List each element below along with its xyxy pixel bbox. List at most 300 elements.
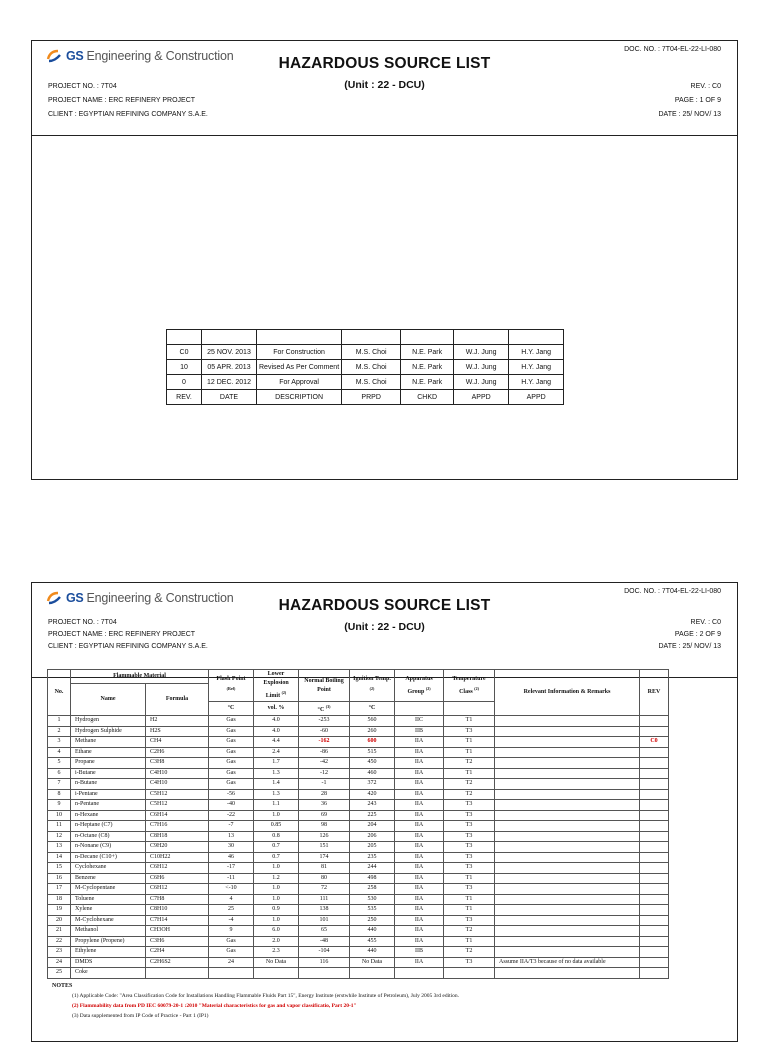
table-cell: 455 xyxy=(350,936,395,947)
table-cell: IIA xyxy=(395,863,444,874)
table-row xyxy=(48,905,669,916)
table-cell: 530 xyxy=(350,894,395,905)
table-cell: T3 xyxy=(444,842,495,853)
table-cell: -86 xyxy=(299,747,350,758)
table-row xyxy=(167,375,564,390)
table-cell: IIA xyxy=(395,957,444,968)
page-title: HAZARDOUS SOURCE LIST xyxy=(278,597,491,614)
table-cell: 72 xyxy=(299,884,350,895)
notes-section xyxy=(52,983,459,1023)
table-row xyxy=(167,345,564,360)
table-cell: 5 xyxy=(48,758,71,769)
table-cell: C2H6S2 xyxy=(146,957,209,968)
table-cell: 126 xyxy=(299,831,350,842)
table-cell: DESCRIPTION xyxy=(257,390,342,405)
table-cell: M.S. Choi xyxy=(342,345,401,360)
table-cell: 515 xyxy=(350,747,395,758)
table-cell xyxy=(495,831,640,842)
table-cell: IIA xyxy=(395,842,444,853)
table-cell: 138 xyxy=(299,905,350,916)
table-cell: 1.0 xyxy=(254,810,299,821)
table-cell: REV. xyxy=(167,390,202,405)
table-cell: 535 xyxy=(350,905,395,916)
col-ign: Ignition Temp. $^{(2)}$ xyxy=(350,670,395,702)
table-cell xyxy=(444,968,495,979)
table-cell xyxy=(640,779,669,790)
table-cell: M-Cyclopentane xyxy=(71,884,146,895)
revision: REV. : C0 xyxy=(690,619,721,626)
table-cell: 0.7 xyxy=(254,852,299,863)
table-cell: 4 xyxy=(48,747,71,758)
table-cell xyxy=(495,842,640,853)
table-row xyxy=(48,779,669,790)
table-cell: T1 xyxy=(444,905,495,916)
table-cell: T3 xyxy=(444,863,495,874)
table-cell xyxy=(640,831,669,842)
page-title: HAZARDOUS SOURCE LIST xyxy=(278,55,491,72)
table-cell: 1.0 xyxy=(254,863,299,874)
table-cell: CH3OH xyxy=(146,926,209,937)
table-cell: T1 xyxy=(444,747,495,758)
table-cell: Revised As Per Comment xyxy=(257,360,342,375)
table-cell xyxy=(495,863,640,874)
table-cell xyxy=(495,915,640,926)
table-cell: CH4 xyxy=(146,737,209,748)
table-cell: 11 xyxy=(48,821,71,832)
table-cell: 2.3 xyxy=(254,947,299,958)
table-row xyxy=(48,716,669,727)
table-cell: -12 xyxy=(299,768,350,779)
table-cell: Toluene xyxy=(71,894,146,905)
table-cell: 440 xyxy=(350,947,395,958)
table-cell: IIC xyxy=(395,716,444,727)
table-cell xyxy=(640,968,669,979)
table-cell: 21 xyxy=(48,926,71,937)
table-cell: IIA xyxy=(395,789,444,800)
table-cell: 460 xyxy=(350,768,395,779)
table-cell: 80 xyxy=(299,873,350,884)
table-cell: 3 xyxy=(48,737,71,748)
table-cell: 16 xyxy=(48,873,71,884)
project-name: PROJECT NAME : ERC REFINERY PROJECT xyxy=(48,97,196,104)
project-no: PROJECT NO. : 7T04 xyxy=(48,83,117,90)
table-cell: T1 xyxy=(444,716,495,727)
table-cell: Gas xyxy=(209,758,254,769)
table-cell: C3H8 xyxy=(146,758,209,769)
table-cell: IIA xyxy=(395,873,444,884)
table-cell: IIA xyxy=(395,894,444,905)
table-cell: T3 xyxy=(444,726,495,737)
table-cell xyxy=(495,768,640,779)
table-cell xyxy=(495,758,640,769)
table-cell: 15 xyxy=(48,863,71,874)
page-number: PAGE : 1 OF 9 xyxy=(674,97,721,104)
table-cell xyxy=(640,716,669,727)
table-row xyxy=(48,747,669,758)
table-cell xyxy=(495,737,640,748)
table-cell: 25 xyxy=(48,968,71,979)
table-cell: n-Octane (C8) xyxy=(71,831,146,842)
date: DATE : 25/ NOV/ 13 xyxy=(658,111,721,118)
table-cell: C6H6 xyxy=(146,873,209,884)
table-row xyxy=(167,360,564,375)
table-cell: 225 xyxy=(350,810,395,821)
table-row xyxy=(48,947,669,958)
table-cell xyxy=(495,926,640,937)
table-cell: i-Butane xyxy=(71,768,146,779)
page-header xyxy=(32,41,737,136)
table-cell: Hydrogen Sulphide xyxy=(71,726,146,737)
table-cell: 18 xyxy=(48,894,71,905)
table-cell: 1.7 xyxy=(254,758,299,769)
table-cell: 0 xyxy=(167,375,202,390)
table-cell: IIB xyxy=(395,726,444,737)
note-2: (2) Flammability data from PD IEC 60079-20-1 :2010 "Material characteristics for gas and vapor classificatio, Part 20-1" xyxy=(72,1003,357,1009)
page-number: PAGE : 2 OF 9 xyxy=(674,631,721,638)
table-cell: T3 xyxy=(444,810,495,821)
table-row xyxy=(48,926,669,937)
table-cell: n-Nonane (C9) xyxy=(71,842,146,853)
table-cell: 1.0 xyxy=(254,884,299,895)
table-cell: 05 APR. 2013 xyxy=(202,360,257,375)
col-flash: Flash Point $^{(Ref)}$ xyxy=(209,670,254,702)
table-cell: 7 xyxy=(48,779,71,790)
hazardous-source-table xyxy=(47,669,669,979)
table-cell xyxy=(495,726,640,737)
table-cell: i-Pentane xyxy=(71,789,146,800)
table-cell: C10H22 xyxy=(146,852,209,863)
table-cell: 4 xyxy=(209,894,254,905)
table-cell: 4.0 xyxy=(254,726,299,737)
table-row xyxy=(48,810,669,821)
table-cell: -1 xyxy=(299,779,350,790)
col-remarks: Relevant Information & Remarks xyxy=(495,670,640,716)
table-cell: T2 xyxy=(444,947,495,958)
table-cell: 12 xyxy=(48,831,71,842)
date: DATE : 25/ NOV/ 13 xyxy=(658,643,721,650)
table-cell: 2 xyxy=(48,726,71,737)
project-name: PROJECT NAME : ERC REFINERY PROJECT xyxy=(48,631,196,638)
table-cell: 440 xyxy=(350,926,395,937)
table-header-row: °C vol. % °C $^{(3)}$ °C xyxy=(48,702,669,716)
table-row xyxy=(48,884,669,895)
table-cell: Propylene (Propene) xyxy=(71,936,146,947)
table-cell: C0 xyxy=(640,737,669,748)
table-row xyxy=(48,758,669,769)
table-cell xyxy=(640,852,669,863)
table-cell: <-10 xyxy=(209,884,254,895)
table-cell: Gas xyxy=(209,726,254,737)
table-cell: 20 xyxy=(48,915,71,926)
table-cell: -42 xyxy=(299,758,350,769)
table-cell: H2S xyxy=(146,726,209,737)
table-cell: Gas xyxy=(209,737,254,748)
table-cell xyxy=(495,884,640,895)
col-material: Flammable Material xyxy=(71,670,209,684)
table-cell: 2.4 xyxy=(254,747,299,758)
table-cell: 1.0 xyxy=(254,915,299,926)
table-cell: H2 xyxy=(146,716,209,727)
table-cell: IIA xyxy=(395,768,444,779)
table-cell: Methanol xyxy=(71,926,146,937)
table-cell: T3 xyxy=(444,915,495,926)
table-cell xyxy=(640,863,669,874)
table-cell xyxy=(640,842,669,853)
table-cell: IIA xyxy=(395,800,444,811)
table-cell: -4 xyxy=(209,915,254,926)
notes-heading: NOTES xyxy=(52,983,73,989)
col-formula: Formula xyxy=(146,684,209,716)
table-cell: H.Y. Jang xyxy=(509,360,564,375)
table-cell: 81 xyxy=(299,863,350,874)
table-cell: 250 xyxy=(350,915,395,926)
table-cell xyxy=(640,873,669,884)
table-cell: 14 xyxy=(48,852,71,863)
table-cell: 22 xyxy=(48,936,71,947)
table-cell: 28 xyxy=(299,789,350,800)
table-row xyxy=(48,726,669,737)
table-cell: -253 xyxy=(299,716,350,727)
client: CLIENT : EGYPTIAN REFINING COMPANY S.A.E. xyxy=(48,643,208,650)
table-header-row xyxy=(48,670,669,684)
table-row xyxy=(48,915,669,926)
table-cell xyxy=(495,947,640,958)
table-cell: IIA xyxy=(395,821,444,832)
table-cell: 36 xyxy=(299,800,350,811)
table-cell: 6 xyxy=(48,768,71,779)
table-cell xyxy=(495,936,640,947)
table-cell xyxy=(350,968,395,979)
table-cell: 235 xyxy=(350,852,395,863)
table-row xyxy=(167,390,564,405)
table-cell: 206 xyxy=(350,831,395,842)
table-cell: -60 xyxy=(299,726,350,737)
table-cell: Coke xyxy=(71,968,146,979)
table-cell: 205 xyxy=(350,842,395,853)
table-cell: 0.85 xyxy=(254,821,299,832)
table-cell xyxy=(640,905,669,916)
table-cell xyxy=(495,905,640,916)
table-cell xyxy=(640,747,669,758)
table-cell xyxy=(495,800,640,811)
table-cell: C5H12 xyxy=(146,800,209,811)
table-cell: For Approval xyxy=(257,375,342,390)
table-cell: 23 xyxy=(48,947,71,958)
table-cell: IIA xyxy=(395,852,444,863)
table-cell: IIA xyxy=(395,747,444,758)
table-cell: 260 xyxy=(350,726,395,737)
table-cell: 6.0 xyxy=(254,926,299,937)
table-cell: T3 xyxy=(444,852,495,863)
table-row xyxy=(48,842,669,853)
table-cell: -56 xyxy=(209,789,254,800)
table-cell: IIB xyxy=(395,947,444,958)
table-cell: C5H12 xyxy=(146,789,209,800)
table-row xyxy=(48,852,669,863)
table-cell: -104 xyxy=(299,947,350,958)
table-cell: DATE xyxy=(202,390,257,405)
table-cell: 65 xyxy=(299,926,350,937)
table-cell: C4H10 xyxy=(146,779,209,790)
table-cell xyxy=(395,968,444,979)
table-cell: T2 xyxy=(444,789,495,800)
table-cell xyxy=(640,894,669,905)
table-cell: M-Cyclohexane xyxy=(71,915,146,926)
table-cell xyxy=(495,779,640,790)
table-cell: Propane xyxy=(71,758,146,769)
table-cell xyxy=(640,957,669,968)
table-cell: T3 xyxy=(444,831,495,842)
table-cell: W.J. Jung xyxy=(454,375,509,390)
table-cell: M.S. Choi xyxy=(342,360,401,375)
table-cell xyxy=(495,894,640,905)
table-cell: Xylene xyxy=(71,905,146,916)
table-cell xyxy=(640,884,669,895)
table-cell: T2 xyxy=(444,926,495,937)
table-cell: IIA xyxy=(395,884,444,895)
table-cell: N.E. Park xyxy=(401,375,454,390)
table-cell: T1 xyxy=(444,768,495,779)
page-header xyxy=(32,583,737,678)
table-cell: PRPD xyxy=(342,390,401,405)
table-cell: 450 xyxy=(350,758,395,769)
table-cell: 0.8 xyxy=(254,831,299,842)
table-cell: IIA xyxy=(395,810,444,821)
table-cell: IIA xyxy=(395,905,444,916)
table-cell: C6H14 xyxy=(146,810,209,821)
table-cell: Gas xyxy=(209,947,254,958)
document-page-2 xyxy=(31,582,738,1042)
unit-label: (Unit : 22 - DCU) xyxy=(344,79,425,91)
table-row xyxy=(48,894,669,905)
table-cell xyxy=(209,968,254,979)
table-row xyxy=(48,936,669,947)
note-1: (1) Applicable Code: "Area Classification Code for Installations Handling Flammable Fluids Part 15", Energy Institute (erstwhile Institute of Petroleum), July 2005 3rd edition. xyxy=(72,993,460,999)
table-cell: 101 xyxy=(299,915,350,926)
table-cell: 2.0 xyxy=(254,936,299,947)
col-lel: Lower Explosion Limit $^{(2)}$ xyxy=(254,670,299,702)
table-cell: n-Pentane xyxy=(71,800,146,811)
table-cell xyxy=(495,852,640,863)
table-cell: 9 xyxy=(48,800,71,811)
table-cell: T1 xyxy=(444,737,495,748)
table-cell: APPD xyxy=(509,390,564,405)
table-cell: H.Y. Jang xyxy=(509,375,564,390)
col-no: No. xyxy=(48,670,71,716)
col-class: Temperature Class $^{(2)}$ xyxy=(444,670,495,702)
table-cell: 30 xyxy=(209,842,254,853)
table-cell: APPD xyxy=(454,390,509,405)
table-cell xyxy=(495,789,640,800)
table-cell: 151 xyxy=(299,842,350,853)
table-cell: 10 xyxy=(48,810,71,821)
table-cell xyxy=(640,726,669,737)
table-cell: 4.4 xyxy=(254,737,299,748)
table-cell: 12 DEC. 2012 xyxy=(202,375,257,390)
table-cell xyxy=(495,716,640,727)
table-cell: C2H6 xyxy=(146,747,209,758)
table-cell: 1.1 xyxy=(254,800,299,811)
table-cell: N.E. Park xyxy=(401,360,454,375)
table-cell: 243 xyxy=(350,800,395,811)
table-cell: 600 xyxy=(350,737,395,748)
table-cell: n-Butane xyxy=(71,779,146,790)
company-logo: GS Engineering & Construction xyxy=(46,590,233,606)
table-cell: 25 xyxy=(209,905,254,916)
table-cell: CHKD xyxy=(401,390,454,405)
note-3: (3) Data supplemented from IP Code of Practice - Part 1 (IP1) xyxy=(72,1013,209,1019)
table-cell: T2 xyxy=(444,779,495,790)
table-cell: IIA xyxy=(395,915,444,926)
table-row xyxy=(48,863,669,874)
table-cell: W.J. Jung xyxy=(454,345,509,360)
table-cell: N.E. Park xyxy=(401,345,454,360)
table-cell xyxy=(640,821,669,832)
table-cell: -22 xyxy=(209,810,254,821)
document-page-1 xyxy=(31,40,738,480)
table-cell: Benzene xyxy=(71,873,146,884)
table-row xyxy=(48,957,669,968)
table-cell: T3 xyxy=(444,800,495,811)
table-cell: 9 xyxy=(209,926,254,937)
table-cell: 69 xyxy=(299,810,350,821)
table-cell: IIA xyxy=(395,737,444,748)
table-cell: 24 xyxy=(209,957,254,968)
table-cell xyxy=(640,810,669,821)
col-rev: REV xyxy=(640,670,669,716)
table-cell: 17 xyxy=(48,884,71,895)
table-cell: H.Y. Jang xyxy=(509,345,564,360)
table-cell xyxy=(146,968,209,979)
table-cell xyxy=(640,800,669,811)
table-row xyxy=(48,968,669,979)
table-row xyxy=(48,831,669,842)
table-cell xyxy=(495,821,640,832)
table-cell xyxy=(495,810,640,821)
table-cell xyxy=(640,758,669,769)
table-cell: C6H12 xyxy=(146,863,209,874)
table-cell: 204 xyxy=(350,821,395,832)
table-cell: n-Decane (C10+) xyxy=(71,852,146,863)
table-cell: 46 xyxy=(209,852,254,863)
table-cell: Hydrogen xyxy=(71,716,146,727)
table-cell xyxy=(254,968,299,979)
table-row xyxy=(48,821,669,832)
client: CLIENT : EGYPTIAN REFINING COMPANY S.A.E. xyxy=(48,111,208,118)
table-cell: No Data xyxy=(254,957,299,968)
table-cell: Ethane xyxy=(71,747,146,758)
table-cell: M.S. Choi xyxy=(342,375,401,390)
table-cell xyxy=(495,873,640,884)
table-cell: DMDS xyxy=(71,957,146,968)
table-row xyxy=(48,789,669,800)
table-cell: Assume IIA/T3 because of no data available xyxy=(495,957,640,968)
table-cell: 1.3 xyxy=(254,768,299,779)
table-cell: -162 xyxy=(299,737,350,748)
table-cell xyxy=(640,915,669,926)
table-cell: C3H6 xyxy=(146,936,209,947)
table-cell: 116 xyxy=(299,957,350,968)
table-cell: C9H20 xyxy=(146,842,209,853)
table-cell: C6H12 xyxy=(146,884,209,895)
table-cell: 24 xyxy=(48,957,71,968)
project-no: PROJECT NO. : 7T04 xyxy=(48,619,117,626)
table-cell: 244 xyxy=(350,863,395,874)
table-cell: n-Heptane (C7) xyxy=(71,821,146,832)
revision-table xyxy=(166,329,564,405)
table-cell: 8 xyxy=(48,789,71,800)
table-cell: 1 xyxy=(48,716,71,727)
